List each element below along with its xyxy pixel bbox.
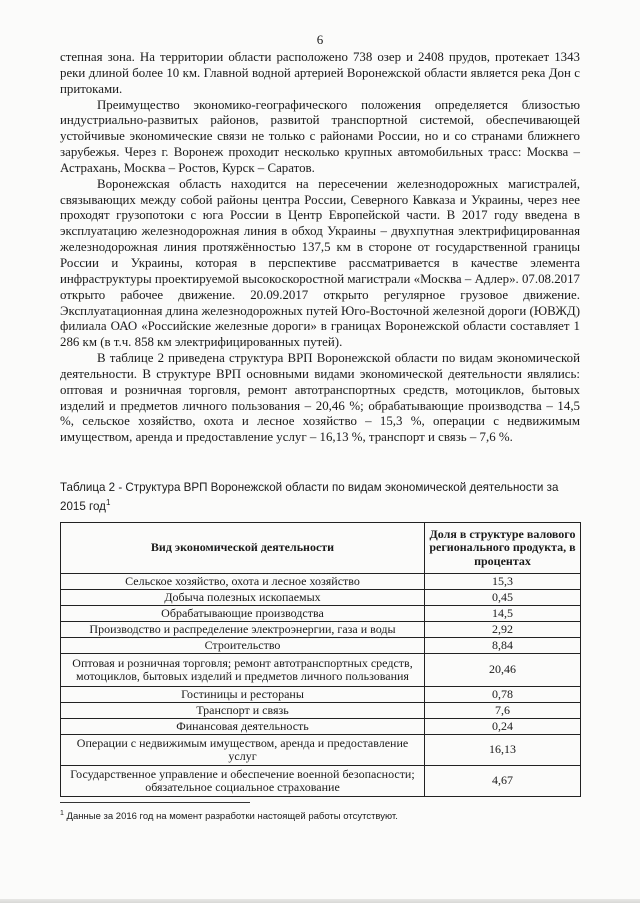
share-cell: 2,92 [425, 622, 581, 638]
table-row [61, 735, 581, 766]
activity-cell: Сельское хозяйство, охота и лесное хозяйство [61, 574, 425, 590]
table-caption [60, 481, 582, 514]
table-row [61, 622, 581, 638]
table-row [61, 719, 581, 735]
table-row [61, 654, 581, 687]
body-text [60, 50, 580, 446]
activity-cell: Государственное управление и обеспечение военной безопасности; обязательное социальное страхование [61, 766, 425, 797]
activity-cell: Оптовая и розничная торговля; ремонт автотранспортных средств, мотоциклов, бытовых изделий и предметов личного пользования [61, 654, 425, 687]
table-row [61, 590, 581, 606]
table-row [61, 687, 581, 703]
share-cell: 7,6 [425, 703, 581, 719]
column-header-activity: Вид экономической деятельности [61, 523, 425, 574]
activity-cell: Транспорт и связь [61, 703, 425, 719]
column-header-share: Доля в структуре валового регионального продукта, в процентах [425, 523, 581, 574]
activity-cell: Гостиницы и рестораны [61, 687, 425, 703]
share-cell: 0,78 [425, 687, 581, 703]
activity-cell: Добыча полезных ископаемых [61, 590, 425, 606]
share-cell: 14,5 [425, 606, 581, 622]
footnote-text: Данные за 2016 год на момент разработки настоящей работы отсутствуют. [66, 811, 398, 823]
footnote-mark: 1 [60, 810, 64, 817]
scan-bottom-edge [0, 899, 640, 903]
page-number: 6 [316, 32, 324, 47]
share-cell: 20,46 [425, 654, 581, 687]
paragraph-2: Преимущество экономико-географического положения определяется близостью индустриально-развитых районов, развитой транспортной системой, обеспечивающей устойчивые экономические связи не только с районами России, но и со странами ближнего зарубежья. Через г. Воронеж проходит несколько крупных автомобильных трасс: Москва – Астрахань, Москва – Ростов, Курск – Саратов. [60, 97, 580, 175]
footnote [60, 810, 582, 822]
table-row [61, 638, 581, 654]
table-row [61, 606, 581, 622]
activity-cell: Операции с недвижимым имуществом, аренда и предоставление услуг [61, 735, 425, 766]
paragraph-4: В таблице 2 приведена структура ВРП Воронежской области по видам экономической деятельности. В структуре ВРП основными видами экономической деятельности являлись: оптовая и розничная торговля, ремонт автотранспортных средств, мотоциклов, бытовых изделий и предметов личного пользования – 20,46 %; обрабатывающие производства – 14,5 %, сельское хозяйство, охота и лесное хозяйство – 15,3 %, операции с недвижимым имуществом, аренда и предоставление услуг – 16,13 %, транспорт и связь – 7,6 %. [60, 351, 580, 445]
footnote-reference[interactable]: 1 [105, 497, 111, 507]
activity-cell: Строительство [61, 638, 425, 654]
share-cell: 8,84 [425, 638, 581, 654]
table-row [61, 766, 581, 797]
share-cell: 4,67 [425, 766, 581, 797]
table-caption-text: Таблица 2 - Структура ВРП Воронежской области по видам экономической деятельности за 2015 год [60, 481, 559, 513]
share-cell: 0,45 [425, 590, 581, 606]
activity-cell: Финансовая деятельность [61, 719, 425, 735]
vrp-structure-table [60, 522, 581, 797]
table-row [61, 703, 581, 719]
table-header-row [61, 523, 581, 574]
paragraph-1: степная зона. На территории области расположено 738 озер и 2408 прудов, протекает 1343 реки длиной более 10 км. Главной водной артерией Воронежской области является река Дон с притоками. [60, 50, 580, 96]
paragraph-3: Воронежская область находится на пересечении железнодорожных магистралей, связывающих между собой районы центра России, Северного Кавказа и Украины, через нее проходят грузопотоки с юга России в Центр Европейской части. В 2017 году введена в эксплуатацию железнодорожная линия в обход Украины – двухпутная электрифицированная железнодорожная линия протяжённостью 137,5 км в стороне от государственной границы России и Украины, которая в перспективе рассматривается в качестве элемента инфраструктуры проектируемой высокоскоростной магистрали «Москва – Адлер». 07.08.2017 открыто рабочее движение. 20.09.2017 открыто регулярное грузовое движение. Эксплуатационная длина железнодорожных путей Юго-Восточной железной дороги (ЮВЖД) филиала ОАО «Российские железные дороги» в границах Воронежской области составляет 1 286 км (в т.ч. 858 км электрифицированных путей). [60, 176, 580, 350]
activity-cell: Производство и распределение электроэнергии, газа и воды [61, 622, 425, 638]
share-cell: 16,13 [425, 735, 581, 766]
share-cell: 15,3 [425, 574, 581, 590]
share-cell: 0,24 [425, 719, 581, 735]
activity-cell: Обрабатывающие производства [61, 606, 425, 622]
table-row [61, 574, 581, 590]
footnote-divider [60, 802, 250, 803]
